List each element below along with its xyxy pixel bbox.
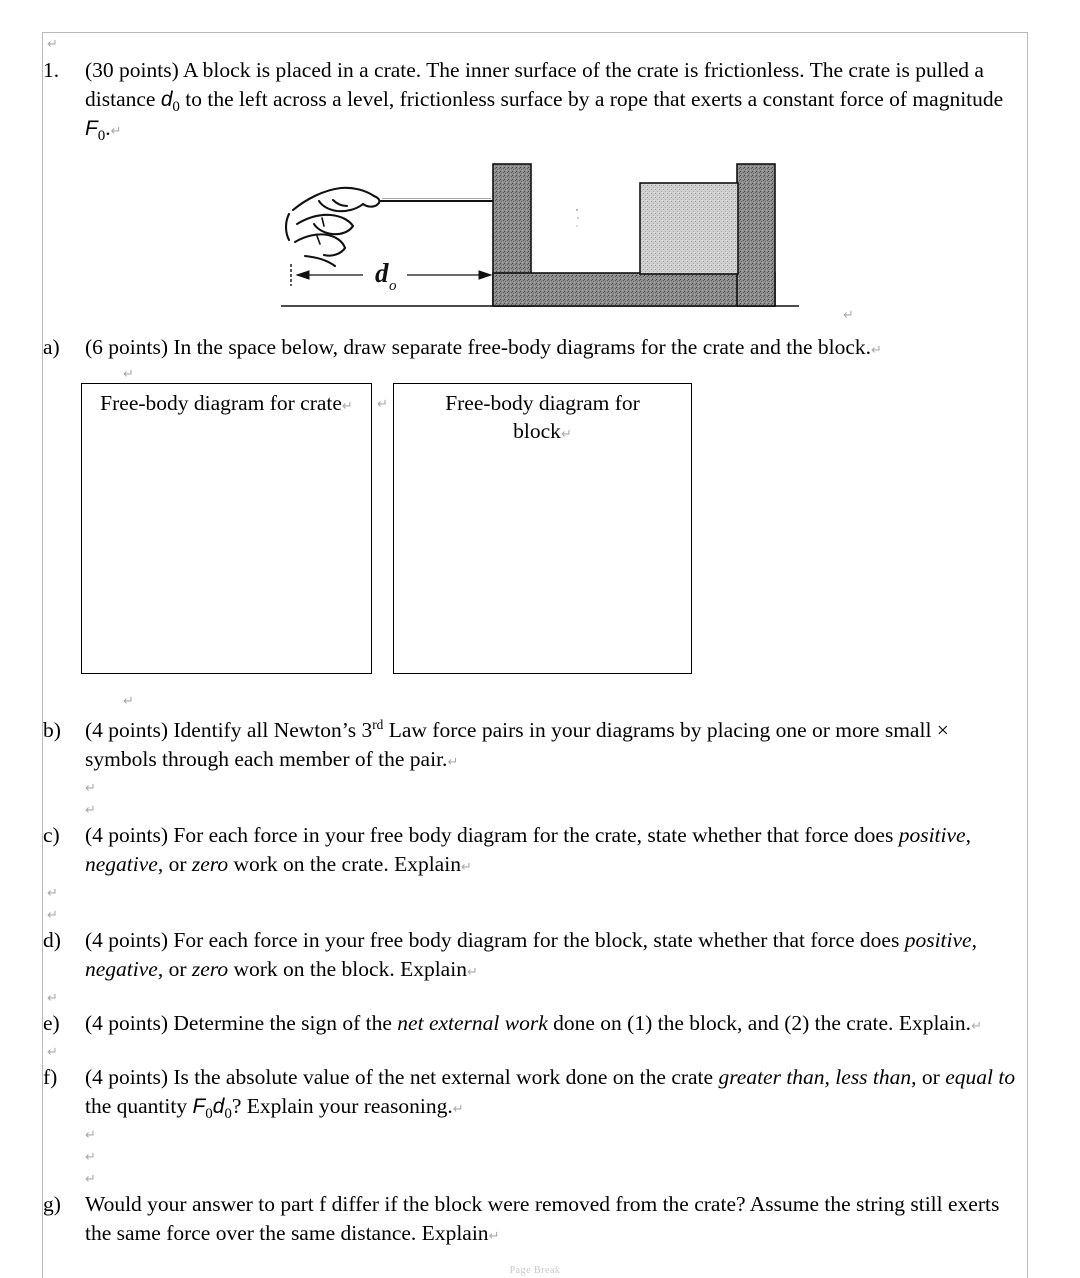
part-c-line-1b: ,	[965, 823, 971, 847]
part-f-emph-less-than: less than	[835, 1065, 912, 1089]
part-b-line-1b: Law force pairs in your diagrams by placing one or more small ×	[383, 718, 949, 742]
part-e-line-2: Explain.	[898, 1011, 972, 1035]
crate-block-figure-svg	[275, 156, 805, 328]
part-b-line-2: symbols through each member of the pair.	[85, 747, 448, 771]
pilcrow-mark: ↵	[85, 803, 96, 818]
empty-paragraph	[43, 1146, 1029, 1168]
hand-drawing	[286, 188, 379, 266]
free-body-diagram-block-label-line1: Free-body diagram for	[445, 391, 640, 415]
empty-paragraph	[43, 777, 1029, 799]
pilcrow-mark: ↵	[85, 781, 96, 796]
part-f-line-1a: Is the absolute value of the net external work done on the crate	[168, 1065, 719, 1089]
pilcrow-mark: ↵	[47, 37, 58, 52]
part-a	[43, 333, 1029, 365]
pilcrow-mark: ↵	[460, 860, 472, 875]
free-body-diagram-row	[43, 383, 1029, 688]
empty-paragraph	[43, 882, 1029, 904]
empty-paragraph	[43, 987, 1029, 1009]
pilcrow-mark: ↵	[377, 397, 388, 412]
part-e-points: (4 points)	[85, 1011, 169, 1035]
free-body-diagram-block-label-line2: block	[513, 419, 561, 443]
part-c-emph-zero: zero	[191, 852, 229, 876]
part-e-line-1a: Determine the sign of the	[168, 1011, 398, 1035]
question-line-3b: .	[105, 116, 111, 140]
pilcrow-mark: ↵	[971, 1019, 982, 1034]
part-e-emph-net-external-work: net external work	[397, 1011, 548, 1035]
part-g-text	[85, 1190, 1029, 1251]
part-b-points: (4 points)	[85, 718, 169, 742]
empty-paragraph	[43, 1041, 1029, 1063]
part-c-emph-negative: negative	[85, 852, 158, 876]
pilcrow-mark: ↵	[47, 991, 58, 1006]
part-b-label: b)	[43, 718, 61, 742]
part-c-line-2b: work on the crate. Explain	[228, 852, 461, 876]
free-body-diagram-block-box[interactable]	[393, 383, 692, 674]
pilcrow-mark: ↵	[85, 1172, 96, 1187]
free-body-diagram-crate-box[interactable]	[81, 383, 372, 674]
pilcrow-mark: ↵	[466, 965, 478, 980]
part-d-emph-negative: negative	[85, 957, 158, 981]
dimension-label-d0	[375, 258, 397, 294]
empty-paragraph	[43, 33, 1029, 55]
pilcrow-mark: ↵	[447, 755, 459, 770]
pilcrow-mark: ↵	[85, 1128, 96, 1143]
part-f-emph-equal-to: equal to	[945, 1065, 1016, 1089]
pilcrow-mark: ↵	[47, 1045, 58, 1060]
variable-F0: $F_0$	[192, 1095, 213, 1123]
pilcrow-mark: ↵	[123, 367, 134, 382]
pilcrow-mark: ↵	[47, 886, 58, 901]
question-line-2a: pulled a distance	[85, 58, 984, 111]
part-d-line-2-tail: work on the block. Explain	[228, 957, 467, 981]
ground-surface	[275, 305, 805, 328]
part-d-emph-zero: zero	[191, 957, 229, 981]
part-d	[43, 926, 1029, 987]
part-c-emph-positive: positive	[898, 823, 966, 847]
part-b	[43, 716, 1029, 777]
part-c-points: (4 points)	[85, 823, 169, 847]
empty-paragraph	[43, 904, 1029, 926]
part-e-text	[85, 1009, 1029, 1041]
rope	[380, 199, 493, 202]
document-page	[42, 32, 1028, 1278]
part-f-label: f)	[43, 1065, 58, 1089]
part-f-line-1b: , or	[911, 1065, 940, 1089]
free-body-diagram-crate-label: Free-body diagram for crate	[100, 391, 342, 415]
part-c-label: c)	[43, 823, 60, 847]
part-e	[43, 1009, 1029, 1041]
part-a-body: In the space below, draw separate free-body diagrams for the crate and the block.	[168, 335, 872, 359]
part-c-line-1a: For each force in your free body diagram for the crate, state whether that force does	[168, 823, 899, 847]
part-d-text	[85, 926, 1029, 987]
part-f-emph-greater-than: greater than	[718, 1065, 825, 1089]
pilcrow-mark: ↵	[488, 1229, 500, 1244]
pilcrow-mark: ↵	[843, 308, 854, 323]
variable-d0: $d_0$	[160, 88, 180, 116]
part-g	[43, 1190, 1029, 1251]
variable-d0: $d_0$	[212, 1095, 232, 1123]
part-d-sep-1: ,	[971, 928, 977, 952]
empty-paragraph	[43, 1124, 1029, 1146]
box-gap	[372, 383, 393, 688]
part-g-line-1: Would your answer to part f differ if the block were removed from the crate? Assume the string still	[85, 1192, 943, 1216]
svg-text:d: d	[375, 258, 389, 288]
question-line-2b: to the left across a level, frictionless surface by a rope that exerts a constant force	[179, 87, 884, 111]
part-e-label: e)	[43, 1011, 60, 1035]
question-line-1: A block is placed in a crate. The inner surface of the crate is frictionless. The crate is	[182, 58, 910, 82]
block-in-crate	[640, 183, 738, 274]
part-d-sep-2: , or	[157, 957, 192, 981]
part-a-points: (6 points)	[85, 335, 169, 359]
pilcrow-mark: ↵	[341, 399, 353, 414]
part-g-line-2: exerts the same force over the same distance. Explain	[85, 1192, 1000, 1245]
question-number: 1.	[43, 58, 60, 82]
page-break-label: Page Break	[509, 1265, 561, 1276]
part-f-line-2b: ? Explain your reasoning.	[231, 1094, 453, 1118]
part-d-label: d)	[43, 928, 61, 952]
page-content	[43, 33, 1029, 1251]
part-b-text	[85, 716, 1029, 777]
part-f-points: (4 points)	[85, 1065, 169, 1089]
pilcrow-mark: ↵	[560, 427, 572, 442]
part-a-label: a)	[43, 335, 60, 359]
svg-text:o: o	[389, 278, 397, 294]
part-c	[43, 821, 1029, 882]
part-f	[43, 1063, 1029, 1124]
figure-container	[43, 156, 1029, 331]
question-text	[85, 56, 1029, 146]
part-b-superscript: rd	[372, 716, 384, 732]
part-f-line-2a: the quantity	[85, 1094, 193, 1118]
part-f-text	[85, 1063, 1029, 1124]
part-a-text	[85, 333, 1029, 365]
variable-F0: $F_0$	[85, 117, 106, 145]
part-c-line-2a: , or	[157, 852, 192, 876]
pilcrow-mark: ↵	[871, 343, 882, 358]
part-c-text	[85, 821, 1029, 882]
pilcrow-mark: ↵	[85, 1150, 96, 1165]
pilcrow-mark: ↵	[47, 908, 58, 923]
pilcrow-mark: ↵	[452, 1102, 464, 1117]
part-g-label: g)	[43, 1192, 61, 1216]
empty-paragraph	[43, 1168, 1029, 1190]
part-d-line-1: For each force in your free body diagram for the block, state whether that force does	[168, 928, 900, 952]
part-f-sep-1: ,	[824, 1065, 836, 1089]
question-1	[43, 55, 1029, 146]
pilcrow-mark: ↵	[110, 124, 122, 139]
part-d-emph-positive: positive	[904, 928, 972, 952]
crate-block-pull-diagram	[275, 156, 805, 328]
empty-paragraph	[43, 799, 1029, 821]
empty-paragraph	[43, 688, 1029, 714]
part-e-line-1b: done on (1) the block, and (2) the crate.	[547, 1011, 894, 1035]
part-b-line-1a: Identify all Newton’s 3	[168, 718, 373, 742]
question-line-3a: of magnitude	[889, 87, 1004, 111]
interior-specks	[576, 209, 579, 227]
question-points: (30 points)	[85, 58, 179, 82]
pilcrow-mark: ↵	[123, 694, 134, 709]
part-d-points: (4 points)	[85, 928, 169, 952]
empty-paragraph	[43, 365, 1029, 383]
